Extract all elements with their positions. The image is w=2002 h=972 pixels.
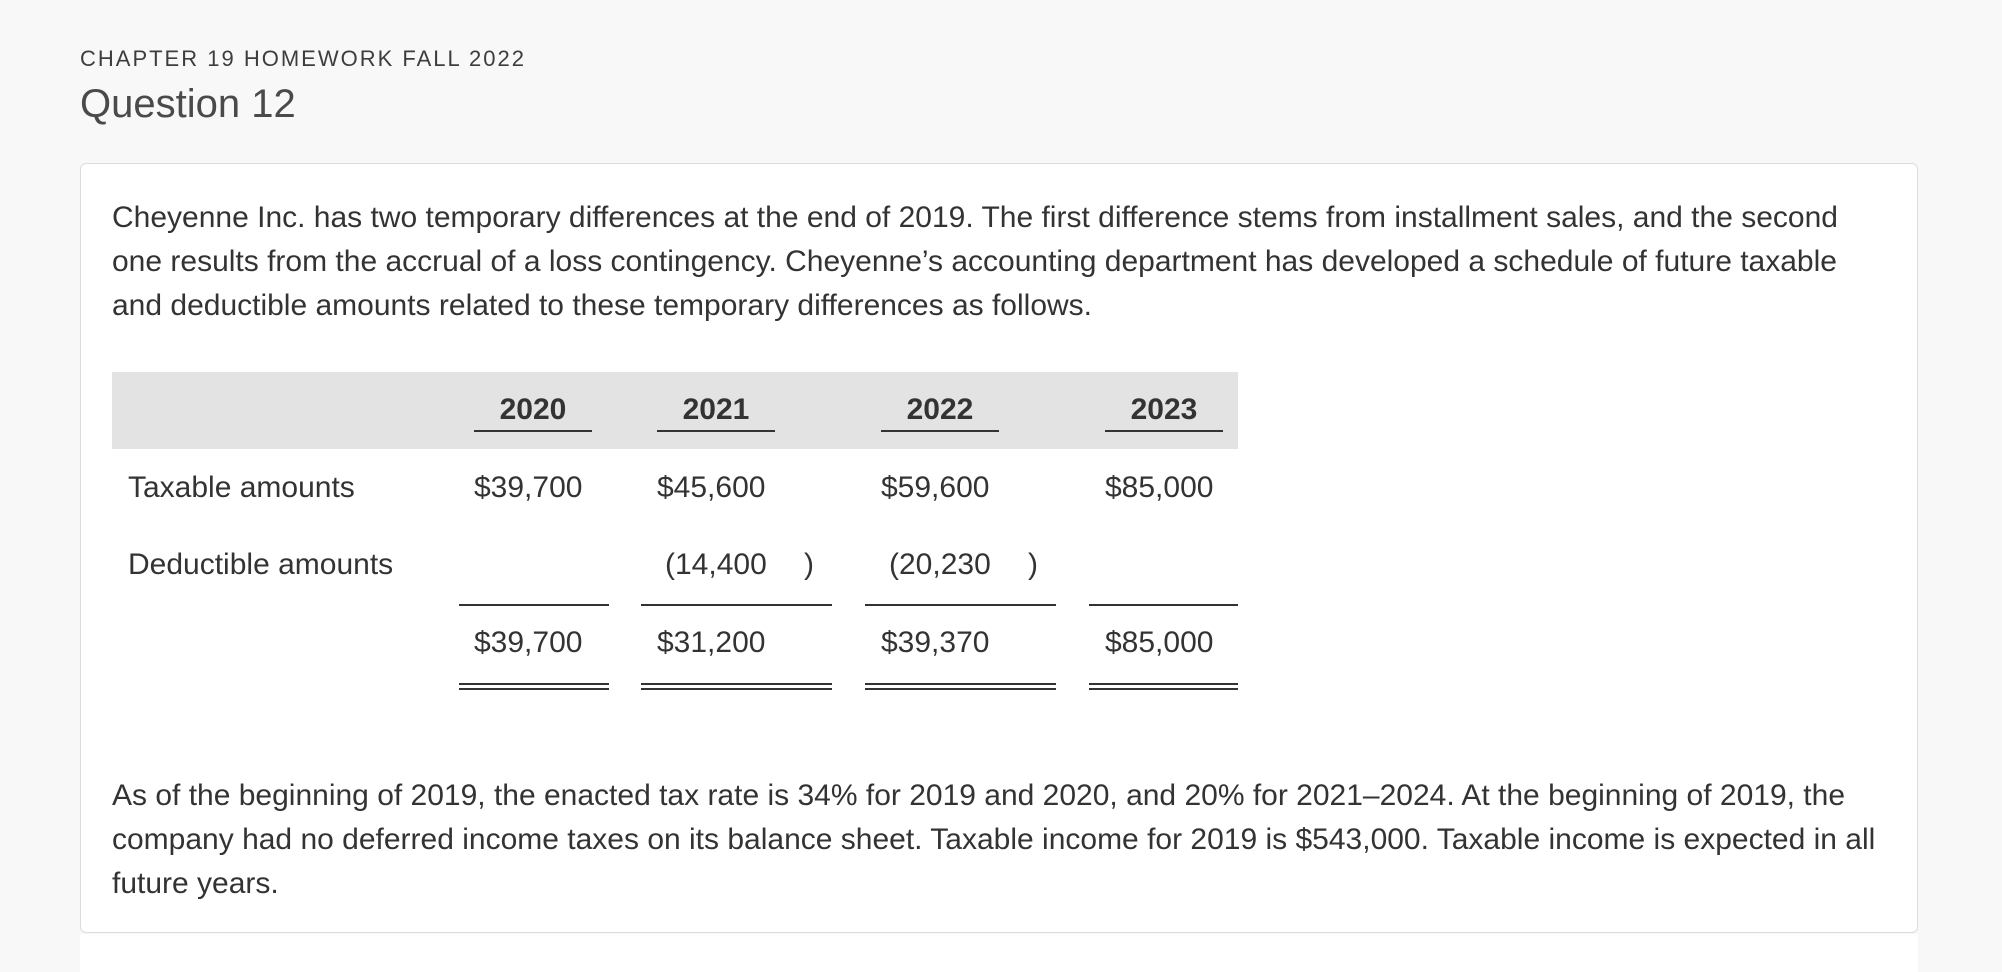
total-2020: $39,700 (474, 626, 583, 659)
question-intro-text: Cheyenne Inc. has two temporary differences at the end of 2019. The first difference stems from installment sales, and the second one results from the accrual of a loss contingency. Cheyenne’s accounting department has developed a schedule of future taxable and deductible amounts related to these temporary differences as follows. (112, 201, 1838, 322)
year-header-2023: 2023 (1105, 392, 1223, 432)
course-title: CHAPTER 19 HOMEWORK FALL 2022 (80, 46, 526, 71)
total-2021: $31,200 (657, 626, 766, 659)
total-double-rule-2023 (1089, 683, 1238, 690)
next-card-edge (80, 934, 1918, 972)
deductible-2022-close-paren: ) (1028, 548, 1038, 581)
taxable-2023: $85,000 (1105, 471, 1214, 504)
total-2022: $39,370 (881, 626, 990, 659)
year-header-2020: 2020 (474, 392, 592, 432)
year-header-2021: 2021 (657, 392, 775, 432)
row-label-taxable: Taxable amounts (128, 471, 355, 504)
deductible-2022: (20,230 (889, 548, 991, 581)
total-double-rule-2020 (459, 683, 609, 690)
row-label-deductible: Deductible amounts (128, 548, 394, 581)
deductible-2021-close-paren: ) (804, 548, 814, 581)
subtotal-rule-2020 (459, 604, 609, 606)
page-header (80, 44, 526, 128)
schedule-table (112, 372, 1238, 702)
taxable-2021: $45,600 (657, 471, 766, 504)
question-closing-text: As of the beginning of 2019, the enacted tax rate is 34% for 2019 and 2020, and 20% for 2021–2024. At the beginning of 2019, the company had no deferred income taxes on its balance sheet. Taxable income for 2019 is $543,000. Taxable income is expected in all future years. (112, 779, 1876, 900)
question-title: Question 12 (80, 82, 296, 126)
taxable-2020: $39,700 (474, 471, 583, 504)
taxable-2022: $59,600 (881, 471, 990, 504)
subtotal-rule-2023 (1089, 604, 1238, 606)
year-header-2022: 2022 (881, 392, 999, 432)
subtotal-rule-2021 (641, 604, 832, 606)
total-double-rule-2021 (641, 683, 832, 690)
total-double-rule-2022 (865, 683, 1056, 690)
deductible-2021: (14,400 (665, 548, 767, 581)
subtotal-rule-2022 (865, 604, 1056, 606)
total-2023: $85,000 (1105, 626, 1214, 659)
question-card (80, 163, 1918, 933)
